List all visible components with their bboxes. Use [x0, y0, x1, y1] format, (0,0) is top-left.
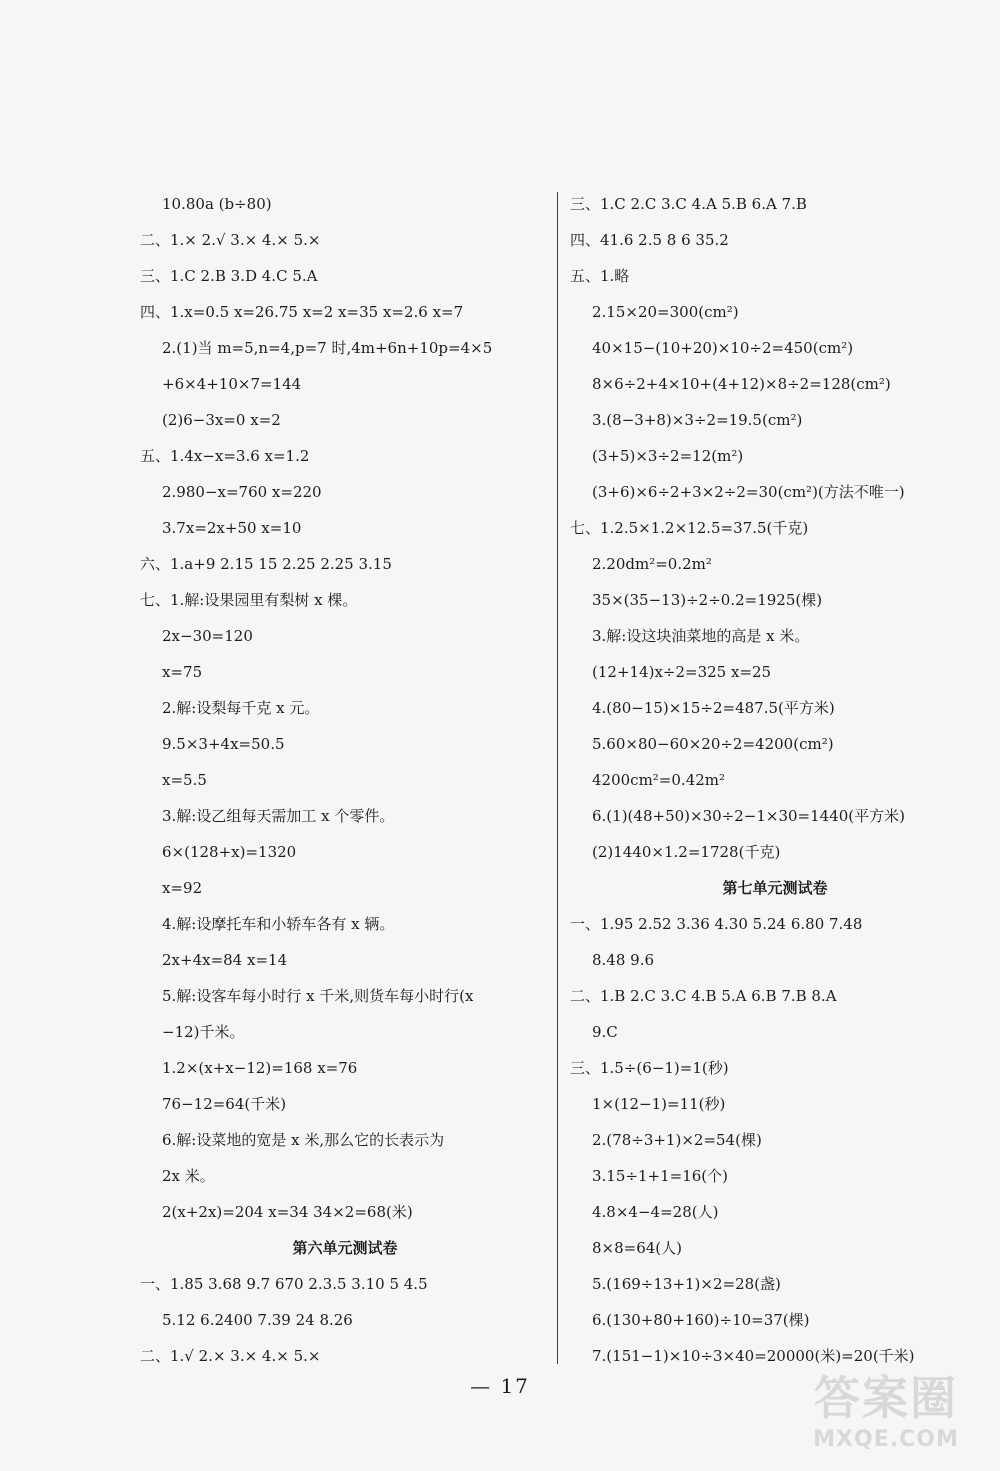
- answer-line: 2.15×20=300(cm²): [592, 303, 739, 321]
- answer-line: 3.解:设这块油菜地的高是 x 米。: [592, 627, 810, 645]
- page-number: — 17: [470, 1374, 530, 1398]
- answer-line: 六、1.a+9 2.15 15 2.25 2.25 3.15: [140, 555, 392, 573]
- answer-line: 2.980−x=760 x=220: [162, 483, 322, 501]
- answer-line: 8×8=64(人): [592, 1239, 683, 1257]
- answer-line: 2(x+2x)=204 x=34 34×2=68(米): [162, 1203, 413, 1221]
- answer-line: 35×(35−13)÷2÷0.2=1925(棵): [592, 591, 823, 609]
- answer-line: (2)6−3x=0 x=2: [162, 411, 281, 429]
- watermark-logo: [786, 1369, 986, 1461]
- answer-line: 6×(128+x)=1320: [162, 843, 297, 861]
- answer-line: 五、1.4x−x=3.6 x=1.2: [140, 447, 310, 465]
- answer-line: 9.5×3+4x=50.5: [162, 735, 285, 753]
- answer-line: 四、41.6 2.5 8 6 35.2: [570, 231, 729, 249]
- answer-line: (3+6)×6÷2+3×2÷2=30(cm²)(方法不唯一): [592, 483, 905, 501]
- answer-line: 4200cm²=0.42m²: [592, 771, 726, 789]
- answer-line: 8×6÷2+4×10+(4+12)×8÷2=128(cm²): [592, 375, 891, 393]
- answer-line: 2x 米。: [162, 1167, 215, 1185]
- answer-line: (12+14)x÷2=325 x=25: [592, 663, 772, 681]
- answer-line: 2x+4x=84 x=14: [162, 951, 288, 969]
- answer-line: 七、1.2.5×1.2×12.5=37.5(千克): [570, 519, 809, 537]
- answer-line: −12)千米。: [162, 1023, 245, 1041]
- answer-line: 1.2×(x+x−12)=168 x=76: [162, 1059, 358, 1077]
- answer-line: 2.(1)当 m=5,n=4,p=7 时,4m+6n+10p=4×5: [162, 339, 493, 357]
- answer-line: 5.60×80−60×20÷2=4200(cm²): [592, 735, 834, 753]
- column-divider: [557, 192, 558, 1364]
- answer-line: 七、1.解:设果园里有梨树 x 棵。: [140, 591, 358, 609]
- answer-line: 6.(130+80+160)÷10=37(棵): [592, 1311, 810, 1329]
- answer-line: 三、1.C 2.B 3.D 4.C 5.A: [140, 267, 318, 285]
- answer-line: 5.解:设客车每小时行 x 千米,则货车每小时行(x: [162, 987, 474, 1005]
- watermark-text: 答案圈: [814, 1371, 958, 1425]
- answer-line: 9.C: [592, 1023, 618, 1041]
- answer-line: 二、1.B 2.C 3.C 4.B 5.A 6.B 7.B 8.A: [570, 987, 837, 1005]
- answer-line: 5.12 6.2400 7.39 24 8.26: [162, 1311, 353, 1329]
- answer-line: 3.15÷1+1=16(个): [592, 1167, 728, 1185]
- answer-line: 1×(12−1)=11(秒): [592, 1095, 726, 1113]
- answer-line: 四、1.x=0.5 x=26.75 x=2 x=35 x=2.6 x=7: [140, 303, 464, 321]
- answer-line: (2)1440×1.2=1728(千克): [592, 843, 781, 861]
- answer-line: +6×4+10×7=144: [162, 375, 302, 393]
- answer-line: 2.解:设梨每千克 x 元。: [162, 699, 320, 717]
- answer-line: 8.48 9.6: [592, 951, 655, 969]
- answer-line: 6.解:设菜地的宽是 x 米,那么它的长表示为: [162, 1131, 445, 1149]
- answer-line: 5.(169÷13+1)×2=28(盏): [592, 1275, 781, 1293]
- section-title: 第七单元测试卷: [722, 879, 828, 897]
- answer-line: 10.80a (b÷80): [162, 195, 272, 213]
- answer-line: 3.7x=2x+50 x=10: [162, 519, 302, 537]
- answer-line: 76−12=64(千米): [162, 1095, 287, 1113]
- answer-line: 2.20dm²=0.2m²: [592, 555, 712, 573]
- answer-line: 2.(78÷3+1)×2=54(棵): [592, 1131, 762, 1149]
- left-column: [140, 186, 550, 1374]
- answer-line: 3.(8−3+8)×3÷2=19.5(cm²): [592, 411, 803, 429]
- answer-line: 40×15−(10+20)×10÷2=450(cm²): [592, 339, 854, 357]
- answer-line: 3.解:设乙组每天需加工 x 个零件。: [162, 807, 395, 825]
- answer-line: 4.8×4−4=28(人): [592, 1203, 719, 1221]
- answer-line: 五、1.略: [570, 267, 630, 285]
- answer-line: 一、1.95 2.52 3.36 4.30 5.24 6.80 7.48: [570, 915, 863, 933]
- answer-line: (3+5)×3÷2=12(m²): [592, 447, 744, 465]
- answer-line: 三、1.C 2.C 3.C 4.A 5.B 6.A 7.B: [570, 195, 807, 213]
- answer-line: 6.(1)(48+50)×30÷2−1×30=1440(平方米): [592, 807, 905, 825]
- answer-line: 4.(80−15)×15÷2=487.5(平方米): [592, 699, 835, 717]
- answer-line: 二、1.× 2.√ 3.× 4.× 5.×: [140, 231, 321, 249]
- answer-line: 二、1.√ 2.× 3.× 4.× 5.×: [140, 1347, 321, 1365]
- answer-line: 7.(151−1)×10÷3×40=20000(米)=20(千米): [592, 1347, 915, 1365]
- answer-line: 三、1.5÷(6−1)=1(秒): [570, 1059, 729, 1077]
- answer-line: x=5.5: [162, 771, 207, 789]
- answer-line: x=92: [162, 879, 203, 897]
- answer-line: 一、1.85 3.68 9.7 670 2.3.5 3.10 5 4.5: [140, 1275, 428, 1293]
- section-title: 第六单元测试卷: [292, 1239, 398, 1257]
- answer-line: 2x−30=120: [162, 627, 253, 645]
- answer-line: x=75: [162, 663, 203, 681]
- answer-line: 4.解:设摩托车和小轿车各有 x 辆。: [162, 915, 395, 933]
- watermark-url: MXQE.COM: [813, 1427, 959, 1452]
- right-column: [570, 186, 980, 1374]
